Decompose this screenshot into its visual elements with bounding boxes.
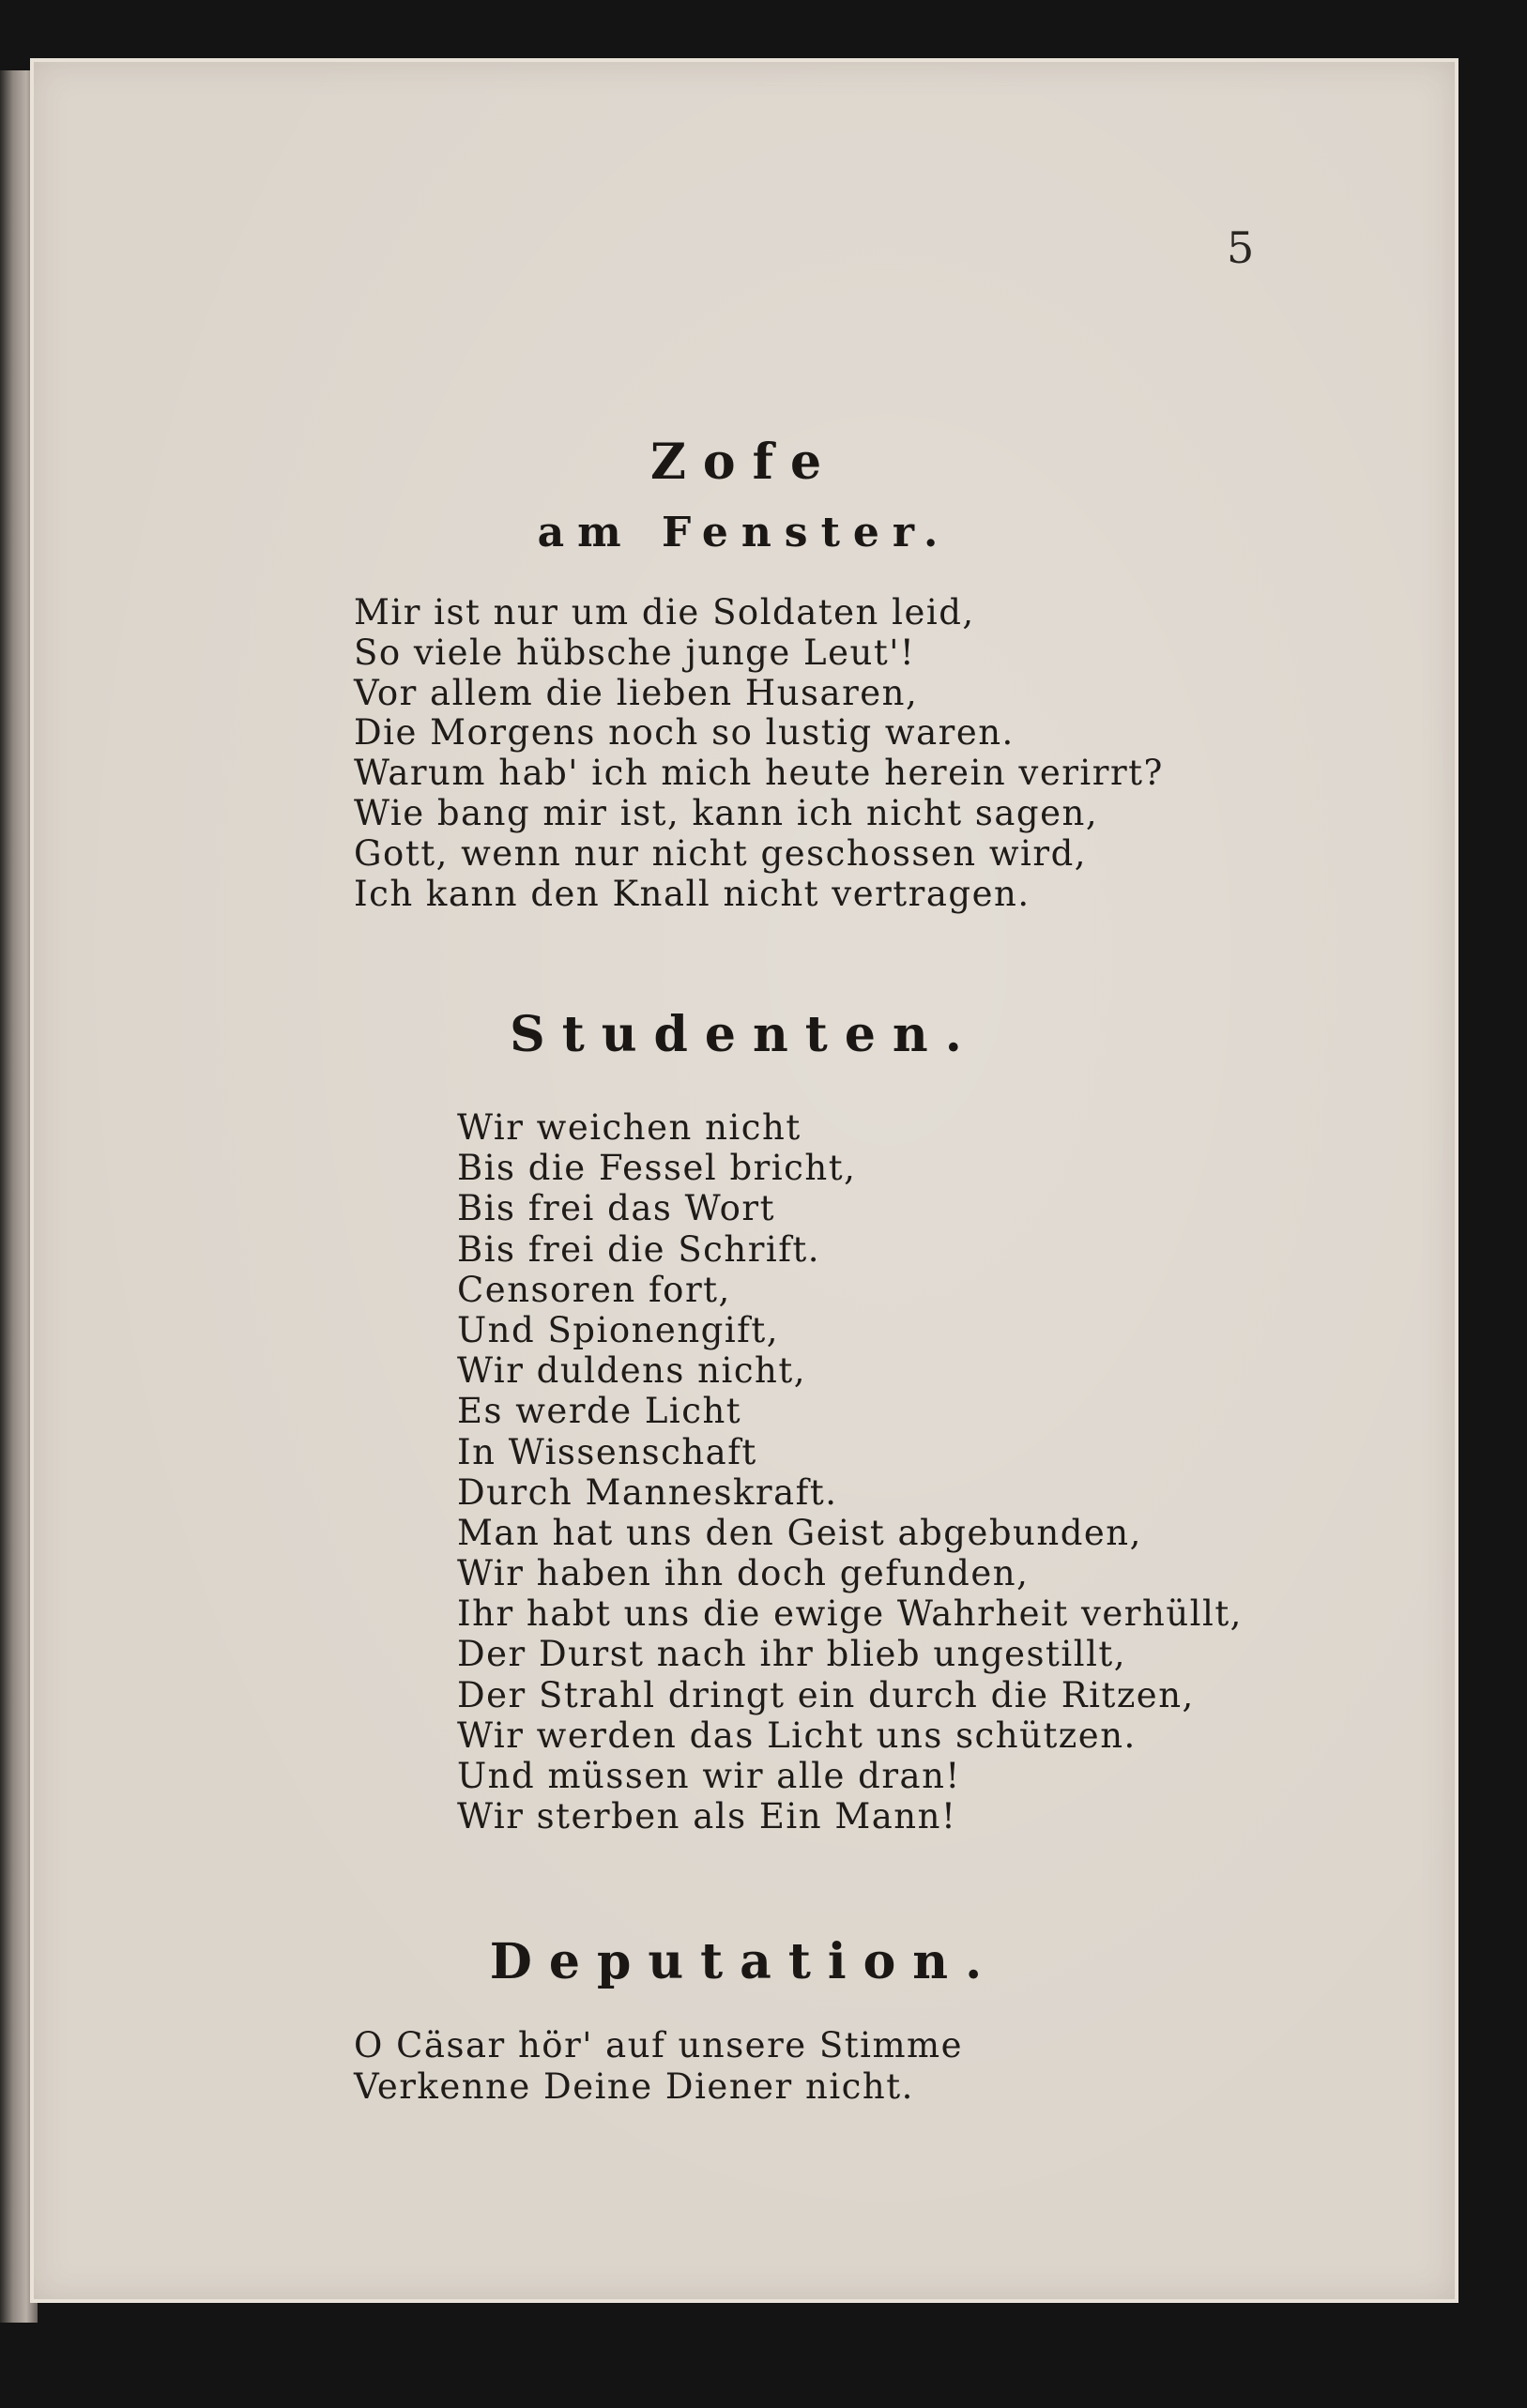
verse-line: Ich kann den Knall nicht vertragen. [354,873,1031,914]
verse-line: Verkenne Deine Diener nicht. [354,2066,914,2107]
verse-line: Bis frei das Wort [457,1188,775,1229]
verse-zofe [354,593,1164,914]
verse-line: Wir haben ihn doch gefunden, [457,1553,1030,1594]
verse-line: Warum hab' ich mich heute herein verirrt? [354,753,1164,794]
verse-line: Wir werden das Licht uns schützen. [457,1715,1137,1756]
verse-studenten [457,1107,1243,1836]
section-title-zofe: Zofe [649,434,839,491]
verse-line: Wir duldens nicht, [457,1350,807,1392]
verse-line: Ihr habt uns die ewige Wahrheit verhüllt, [457,1593,1243,1635]
verse-line: Man hat uns den Geist abgebunden, [457,1512,1142,1553]
verse-line: Censoren fort, [457,1269,731,1310]
verse-line: Wir sterben als Ein Mann! [457,1796,957,1837]
verse-line: Gott, wenn nur nicht geschossen wird, [354,832,1088,874]
verse-line: O Cäsar hör' auf unsere Stimme [354,2025,964,2065]
verse-line: So viele hübsche junge Leut'! [354,632,916,673]
verse-line: Der Durst nach ihr blieb ungestillt, [457,1634,1127,1675]
verse-line: Wir weichen nicht [457,1107,802,1148]
verse-line: Es werde Licht [457,1391,742,1432]
verse-line: Bis frei die Schrift. [457,1228,821,1270]
verse-deputation [354,2025,963,2108]
book-page [30,58,1458,2303]
verse-line: In Wissenschaft [457,1431,757,1472]
verse-line: Und Spionengift, [457,1309,779,1350]
section-subtitle-zofe: am Fenster. [537,509,952,556]
verse-line: Durch Manneskraft. [457,1471,838,1513]
verse-line: Wie bang mir ist, kann ich nicht sagen, [354,792,1099,833]
section-title-deputation: Deputation. [489,1933,1000,1990]
verse-line: Mir ist nur um die Soldaten leid, [354,592,975,632]
verse-line: Bis die Fessel bricht, [457,1148,857,1189]
verse-line: Und müssen wir alle dran! [457,1756,961,1796]
verse-line: Der Strahl dringt ein durch die Ritzen, [457,1674,1195,1715]
section-title-studenten: Studenten. [510,1006,979,1063]
page-number: 5 [1227,222,1255,273]
verse-line: Vor allem die lieben Husaren, [354,672,919,713]
verse-line: Die Morgens noch so lustig waren. [354,712,1015,754]
